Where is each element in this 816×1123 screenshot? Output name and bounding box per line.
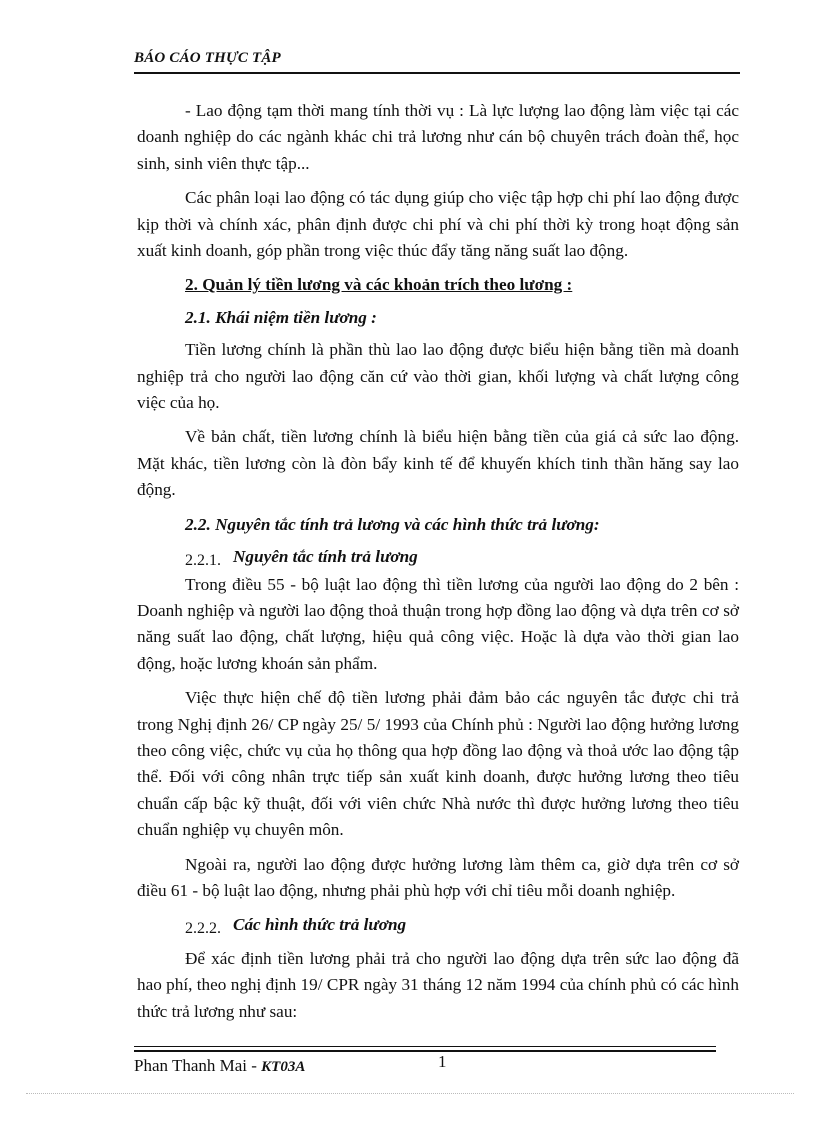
footer-divider-thin: [134, 1046, 716, 1047]
page-boundary: [26, 1093, 794, 1094]
heading-text: Nguyên tắc tính trả lương: [233, 547, 418, 567]
document-body: [137, 98, 739, 1025]
heading-section-2-2-1: [137, 544, 739, 571]
paragraph-article-55: Trong điều 55 - bộ luật lao động thì tiền lương của người lao động do 2 bên : Doanh nghiệp và người lao động thoả thuận trong hợp đồng lao động và dựa trên cơ sở năng suất lao động, chất lượng, hiệu quả công việc. Hoặc là dựa vào thời gian lao động, hoặc lương khoán sản phẩm.: [137, 574, 739, 673]
paragraph-salary-nature: Về bản chất, tiền lương chính là biểu hiện bằng tiền của giá cả sức lao động. Mặt khác, tiền lương còn là đòn bẩy kinh tế để khuyến khích tinh thần hăng say lao động.: [137, 427, 739, 500]
paragraph-decree-19: Để xác định tiền lương phải trả cho người lao động dựa trên sức lao động đã hao phí, theo nghị định 19/ CPR ngày 31 tháng 12 năm 1994 của chính phủ có các hình thức trả lương như sau:: [137, 948, 739, 1021]
heading-number: 2.2.2.: [185, 920, 221, 938]
paragraph-decree-26: Việc thực hiện chế độ tiền lương phải đảm bảo các nguyên tắc được chi trả trong Nghị định 26/ CP ngày 25/ 5/ 1993 của Chính phủ : Người lao động hưởng lương theo công việc, chức vụ của họ thông qua hợp đồng lao động và thoả ước lao động tập thể. Đối với công nhân trực tiếp sản xuất kinh doanh, được hưởng lương theo tiêu chuẩn cấp bậc kỹ thuật, đối với viên chức Nhà nước thì được hưởng lương theo tiêu chuẩn nghiệp vụ chuyên môn.: [137, 688, 739, 840]
paragraph-salary-definition: Tiền lương chính là phần thù lao lao động được biểu hiện bằng tiền mà doanh nghiệp trả cho người lao động căn cứ vào thời gian, khối lượng và chất lượng công việc của họ.: [137, 340, 739, 413]
heading-section-2-2: 2.2. Nguyên tắc tính trả lương và các hình thức trả lương:: [185, 514, 600, 534]
class-code: KT03A: [261, 1059, 306, 1075]
footer-divider-thick: [134, 1050, 716, 1052]
heading-number: 2.2.1.: [185, 552, 221, 570]
footer-author: [134, 1056, 305, 1076]
page-header: [134, 48, 740, 74]
paragraph-temporary-labor: - Lao động tạm thời mang tính thời vụ : Là lực lượng lao động làm việc tại các doanh nghiệp do các ngành khác chi trả lương như cán bộ chuyên trách đoàn thể, học sinh, sinh viên thực tập...: [137, 101, 739, 173]
page-number: 1: [438, 1052, 447, 1071]
heading-section-2: 2. Quản lý tiền lương và các khoản trích theo lương :: [185, 275, 573, 295]
header-title: BÁO CÁO THỰC TẬP: [134, 50, 281, 66]
heading-text: Các hình thức trả lương: [233, 915, 407, 935]
heading-section-2-2-2: [137, 912, 739, 939]
paragraph-overtime: Ngoài ra, người lao động được hưởng lương làm thêm ca, giờ dựa trên cơ sở điều 61 - bộ luật lao động, nhưng phải phù hợp với chỉ tiêu mỗi doanh nghiệp.: [137, 854, 739, 900]
paragraph-labor-classification: Các phân loại lao động có tác dụng giúp cho việc tập hợp chi phí lao động được kịp thời và chính xác, phân định được chi phí và chi phí thời kỳ trong hoạt động sản xuất kinh doanh, góp phần trong việc thúc đẩy tăng năng suất lao động.: [137, 188, 739, 261]
author-name: Phan Thanh Mai -: [134, 1056, 262, 1075]
heading-section-2-1: 2.1. Khái niệm tiền lương :: [185, 307, 377, 327]
